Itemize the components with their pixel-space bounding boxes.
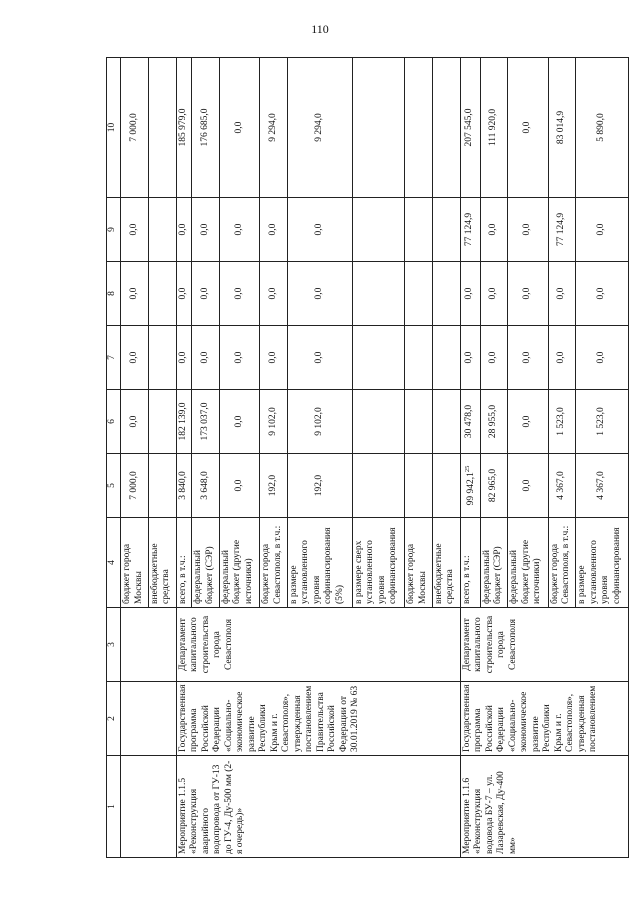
source-cell: бюджет города Севастополя, в т.ч.: xyxy=(260,518,288,608)
value-cell: 0,0 xyxy=(260,198,288,262)
value-cell: 0,0 xyxy=(508,390,548,454)
value-cell xyxy=(432,454,460,518)
value-cell xyxy=(148,262,176,326)
value-cell: 0,0 xyxy=(192,262,220,326)
source-cell: бюджет города Москвы xyxy=(121,518,149,608)
value-cell xyxy=(432,198,460,262)
source-cell: федеральный бюджет (СЭР) xyxy=(480,518,508,608)
total-cell xyxy=(148,58,176,198)
executor-cell xyxy=(121,608,177,682)
value-cell: 0,0 xyxy=(287,262,352,326)
value-cell: 192,0 xyxy=(287,454,352,518)
value-cell: 0,0 xyxy=(219,262,259,326)
funding-table xyxy=(106,57,629,858)
total-cell: 83 014,9 xyxy=(548,58,576,198)
value-cell: 0,0 xyxy=(508,454,548,518)
value-cell: 0,0 xyxy=(480,326,508,390)
value-cell: 28 955,0 xyxy=(480,390,508,454)
col-number: 3 xyxy=(107,608,121,682)
value-cell: 0,0 xyxy=(508,198,548,262)
total-cell: 111 920,0 xyxy=(480,58,508,198)
value-cell: 182 139,0 xyxy=(176,390,192,454)
value-cell xyxy=(148,326,176,390)
source-cell: в размере сверх установленного уровня софинансирования xyxy=(352,518,404,608)
total-cell xyxy=(432,58,460,198)
measure-cell: Мероприятие 1.1.6 «Реконструкция водовода БУ-7 – ул. Лазаревская, Ду-400 мм» xyxy=(460,756,628,858)
value-cell: 0,0 xyxy=(260,262,288,326)
value-cell: 0,0 xyxy=(260,326,288,390)
value-cell: 77 124,9 xyxy=(460,198,480,262)
value-cell: 0,0 xyxy=(219,454,259,518)
value-cell: 0,0 xyxy=(548,326,576,390)
col-number: 8 xyxy=(107,262,121,326)
source-cell: бюджет города Севастополя, в т.ч.: xyxy=(548,518,576,608)
value-cell: 4 367,0 xyxy=(576,454,629,518)
total-cell: 7 000,0 xyxy=(121,58,149,198)
page-number: 110 xyxy=(311,22,329,36)
source-cell: в размере установленного уровня софинансирования (5%) xyxy=(287,518,352,608)
executor-cell: Департамент капитального строительства города Севастополя xyxy=(460,608,628,682)
footnote-mark: 25 xyxy=(464,465,472,473)
source-cell: федеральный бюджет (другие источники) xyxy=(219,518,259,608)
value-cell xyxy=(148,390,176,454)
total-cell xyxy=(405,58,433,198)
value-cell: 0,0 xyxy=(121,262,149,326)
value-text: 99 942,1 xyxy=(466,472,477,506)
value-cell: 4 367,0 xyxy=(548,454,576,518)
total-cell: 9 294,0 xyxy=(287,58,352,198)
value-cell: 0,0 xyxy=(508,262,548,326)
value-cell: 0,0 xyxy=(176,262,192,326)
value-cell: 1 523,0 xyxy=(548,390,576,454)
value-cell xyxy=(460,454,480,518)
value-cell: 0,0 xyxy=(287,198,352,262)
value-cell: 0,0 xyxy=(576,262,629,326)
value-cell: 0,0 xyxy=(192,198,220,262)
value-cell xyxy=(405,326,433,390)
value-cell: 30 478,0 xyxy=(460,390,480,454)
column-number-header xyxy=(107,58,121,858)
col-number: 6 xyxy=(107,390,121,454)
value-cell: 0,0 xyxy=(287,326,352,390)
value-cell xyxy=(405,262,433,326)
total-cell: 0,0 xyxy=(508,58,548,198)
value-cell: 0,0 xyxy=(480,198,508,262)
value-cell: 0,0 xyxy=(460,262,480,326)
source-cell: всего, в т.ч.: xyxy=(460,518,480,608)
table-row xyxy=(460,58,480,858)
col-number: 9 xyxy=(107,198,121,262)
value-cell: 0,0 xyxy=(219,198,259,262)
value-cell xyxy=(352,198,404,262)
table-row xyxy=(176,58,192,858)
value-cell: 0,0 xyxy=(576,326,629,390)
value-cell: 192,0 xyxy=(260,454,288,518)
value-cell xyxy=(405,198,433,262)
col-number: 7 xyxy=(107,326,121,390)
value-cell: 0,0 xyxy=(576,198,629,262)
value-cell: 9 102,0 xyxy=(260,390,288,454)
rotated-table-wrapper xyxy=(106,58,629,858)
value-cell: 7 000,0 xyxy=(121,454,149,518)
value-cell xyxy=(148,454,176,518)
value-cell: 0,0 xyxy=(219,390,259,454)
value-cell xyxy=(405,390,433,454)
source-cell: внебюджетные средства xyxy=(148,518,176,608)
value-cell: 0,0 xyxy=(548,262,576,326)
value-cell xyxy=(432,262,460,326)
value-cell xyxy=(405,454,433,518)
total-cell: 185 979,0 xyxy=(176,58,192,198)
program-cell xyxy=(121,682,177,756)
col-number: 1 xyxy=(107,756,121,858)
value-cell xyxy=(352,454,404,518)
value-cell: 82 965,0 xyxy=(480,454,508,518)
value-cell: 0,0 xyxy=(219,326,259,390)
value-cell xyxy=(432,326,460,390)
value-cell: 0,0 xyxy=(121,198,149,262)
table-row xyxy=(121,58,149,858)
value-cell: 0,0 xyxy=(176,198,192,262)
value-cell xyxy=(432,390,460,454)
program-cell: Государственная программа Российской Федерации «Социально-экономическое развитие Республики Крым и г. Севастополя», утвержденная постановлением xyxy=(460,682,628,756)
source-cell: федеральный бюджет (СЭР) xyxy=(192,518,220,608)
value-cell xyxy=(352,390,404,454)
value-cell: 173 037,0 xyxy=(192,390,220,454)
source-cell: федеральный бюджет (другие источники) xyxy=(508,518,548,608)
total-cell xyxy=(352,58,404,198)
value-cell: 0,0 xyxy=(176,326,192,390)
program-cell: Государственная программа Российской Федерации «Социально-экономическое развитие Республики Крым и г. Севастополя», утвержденная постановлением Правительства Российской Федерации от 30.01.2019 № 63 xyxy=(176,682,460,756)
total-cell: 9 294,0 xyxy=(260,58,288,198)
col-number: 2 xyxy=(107,682,121,756)
total-cell: 176 685,0 xyxy=(192,58,220,198)
measure-cell: Мероприятие 1.1.5 «Реконструкция аварийного водопровода от ГУ-13 до ГУ-4, Ду-500 мм (2-я очередь)» xyxy=(176,756,460,858)
total-cell: 0,0 xyxy=(219,58,259,198)
source-cell: внебюджетные средства xyxy=(432,518,460,608)
total-cell: 207 545,0 xyxy=(460,58,480,198)
value-cell: 0,0 xyxy=(121,326,149,390)
col-number: 4 xyxy=(107,518,121,608)
source-cell: в размере установленного уровня софинансирования xyxy=(576,518,629,608)
value-cell xyxy=(148,198,176,262)
value-cell: 77 124,9 xyxy=(548,198,576,262)
value-cell: 3 840,0 xyxy=(176,454,192,518)
value-cell: 0,0 xyxy=(192,326,220,390)
total-cell: 5 890,0 xyxy=(576,58,629,198)
measure-cell xyxy=(121,756,177,858)
value-cell xyxy=(352,262,404,326)
col-number: 5 xyxy=(107,454,121,518)
source-cell: всего, в т.ч.: xyxy=(176,518,192,608)
value-cell: 3 648,0 xyxy=(192,454,220,518)
value-cell xyxy=(352,326,404,390)
value-cell: 1 523,0 xyxy=(576,390,629,454)
col-number: 10 xyxy=(107,58,121,198)
value-cell: 0,0 xyxy=(460,326,480,390)
value-cell: 9 102,0 xyxy=(287,390,352,454)
value-cell: 0,0 xyxy=(480,262,508,326)
executor-cell: Департамент капитального строительства города Севастополя xyxy=(176,608,460,682)
value-cell: 0,0 xyxy=(508,326,548,390)
source-cell: бюджет города Москвы xyxy=(405,518,433,608)
value-cell: 0,0 xyxy=(121,390,149,454)
